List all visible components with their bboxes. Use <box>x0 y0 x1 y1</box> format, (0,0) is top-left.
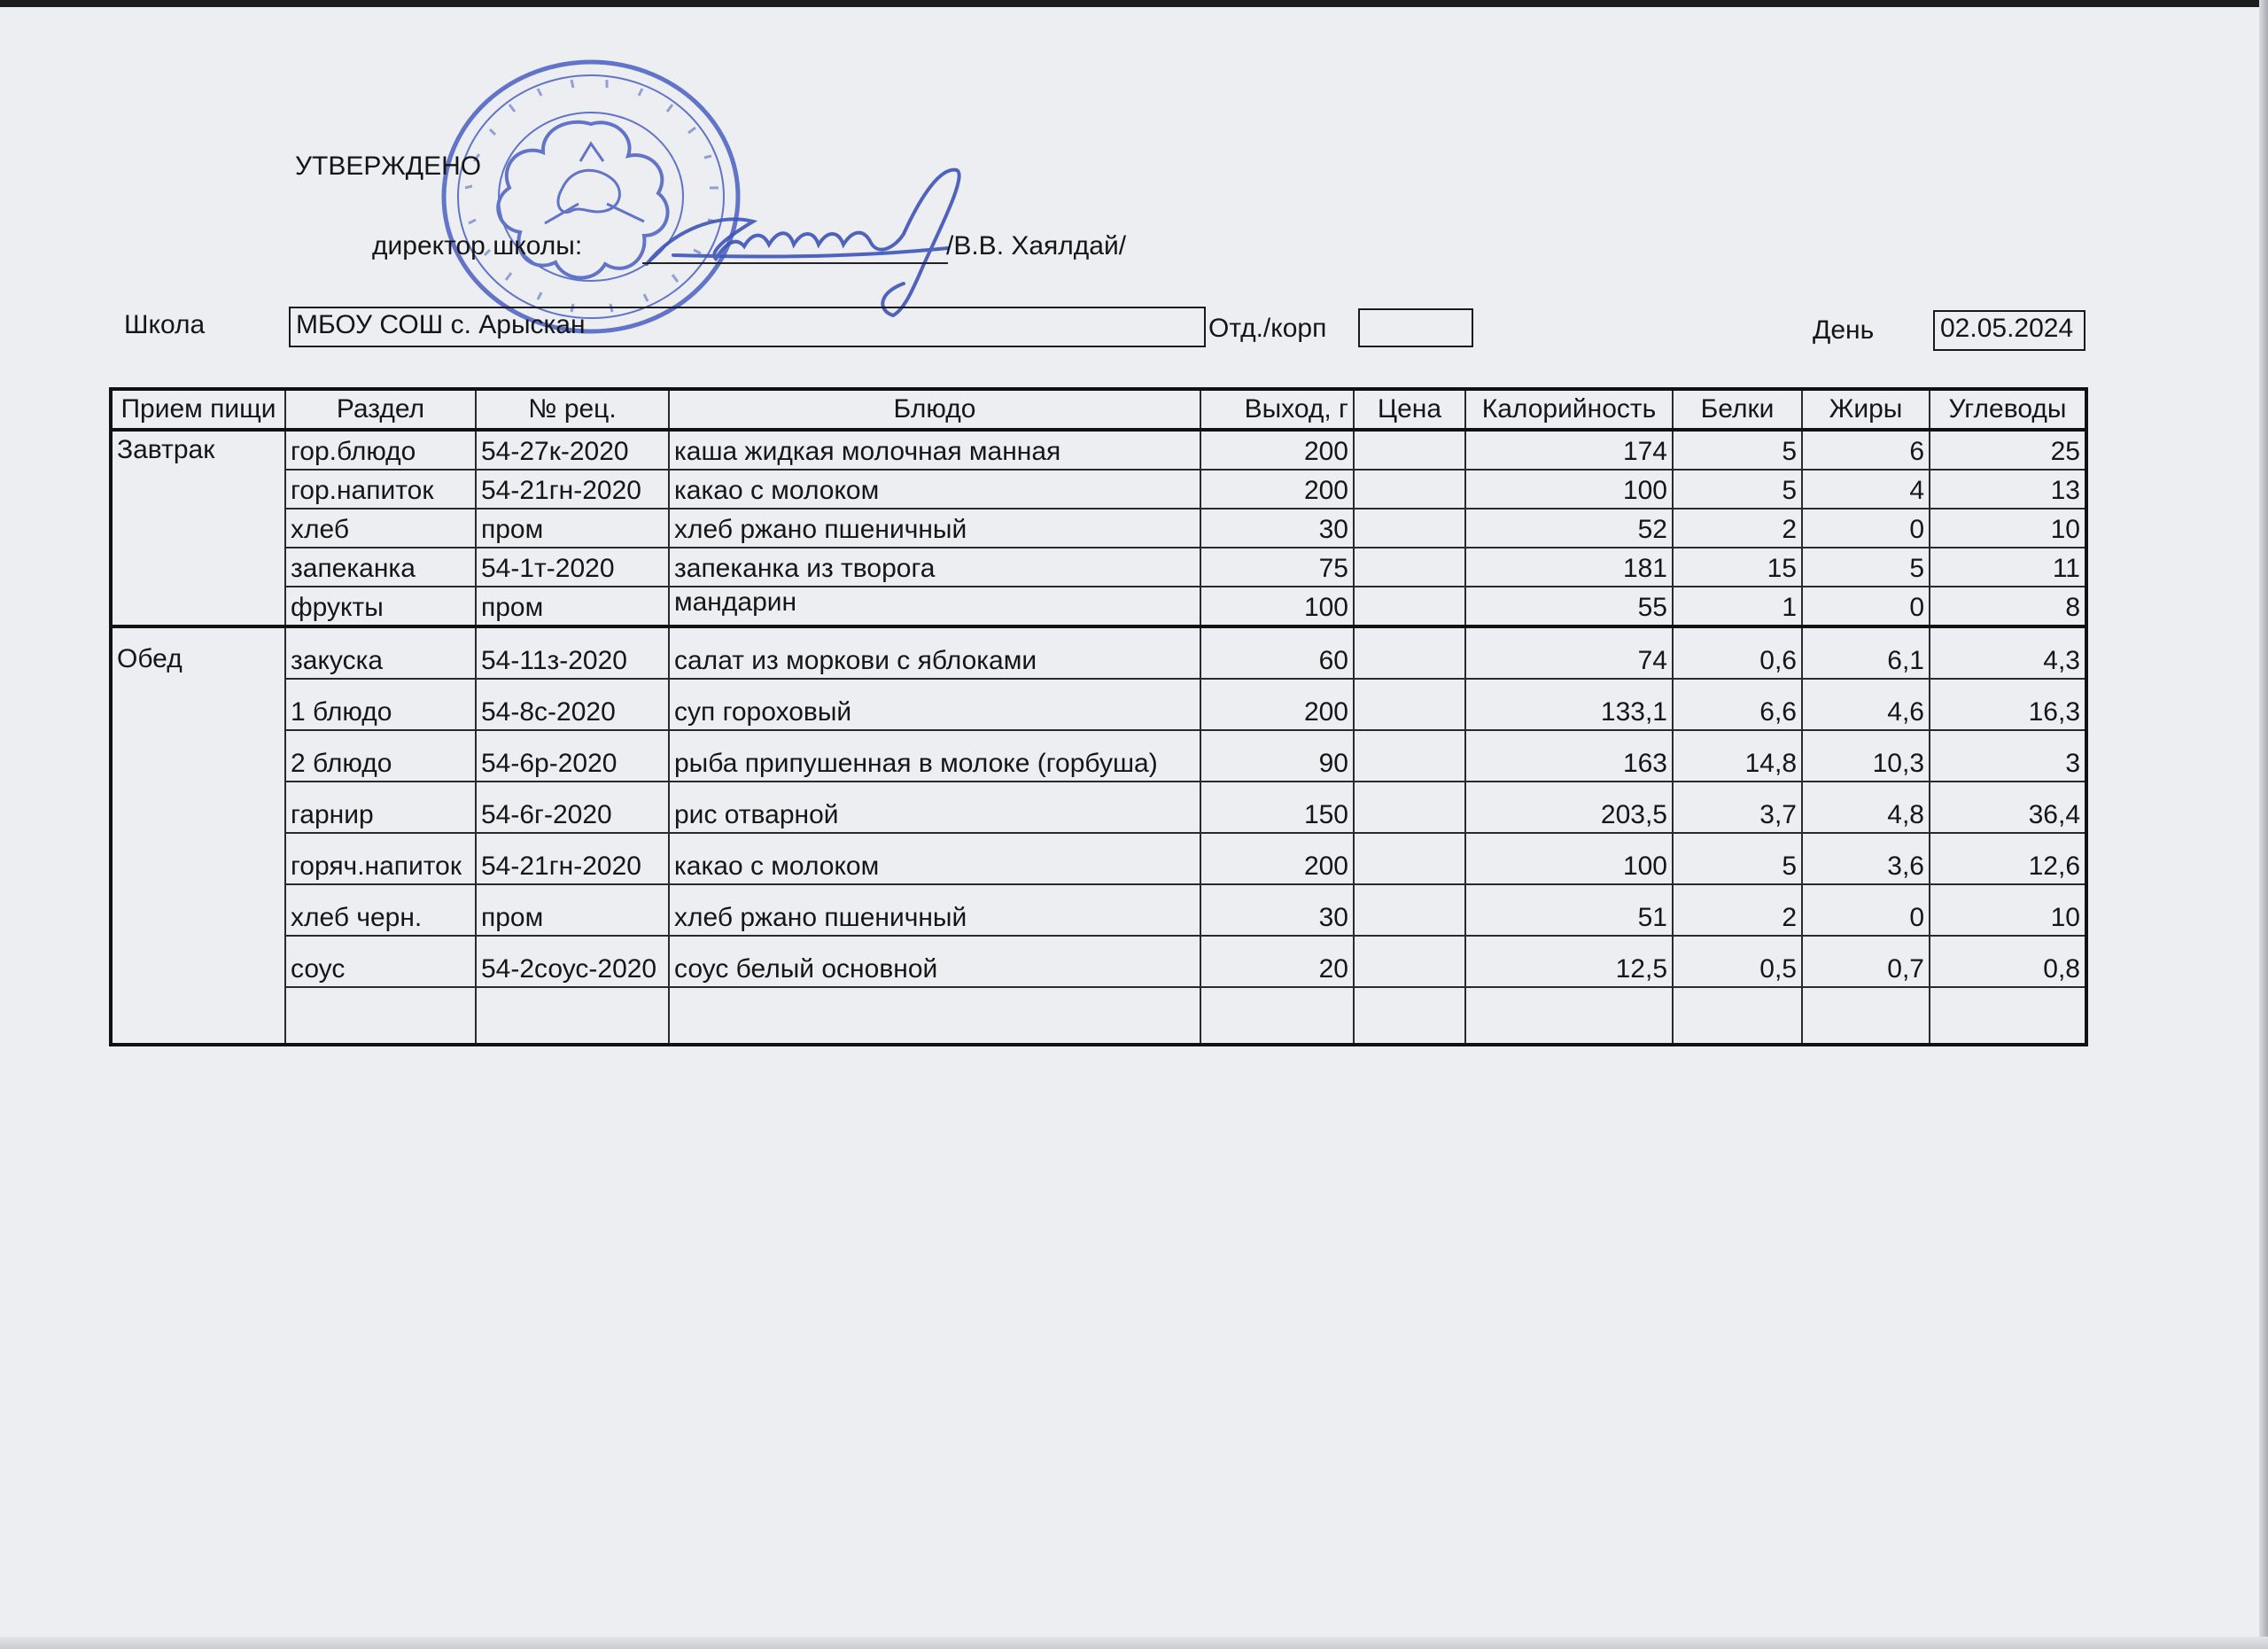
yield-cell: 90 <box>1200 730 1354 782</box>
section-cell: 2 блюдо <box>285 730 476 782</box>
calories-cell: 55 <box>1465 587 1673 626</box>
calories-cell: 52 <box>1465 509 1673 548</box>
section-cell: гор.напиток <box>285 470 476 509</box>
carbs-cell: 36,4 <box>1930 782 2086 833</box>
fats-cell: 4 <box>1802 470 1930 509</box>
fats-cell: 4,8 <box>1802 782 1930 833</box>
yield-cell: 200 <box>1200 833 1354 884</box>
recipe-cell: пром <box>476 884 669 936</box>
fats-cell: 5 <box>1802 548 1930 587</box>
dish-cell: хлеб ржано пшеничный <box>669 509 1200 548</box>
proteins-cell: 15 <box>1673 548 1802 587</box>
dept-label: Отд./корп <box>1208 314 1327 343</box>
carbs-cell: 13 <box>1930 470 2086 509</box>
yield-cell: 30 <box>1200 509 1354 548</box>
dish-cell: соус белый основной <box>669 936 1200 987</box>
yield-cell: 150 <box>1200 782 1354 833</box>
proteins-cell: 2 <box>1673 884 1802 936</box>
recipe-cell: 54-2соус-2020 <box>476 936 669 987</box>
fats-cell: 6 <box>1802 430 1930 470</box>
dish-cell: каша жидкая молочная манная <box>669 430 1200 470</box>
table-row <box>111 470 2086 509</box>
director-name: /В.В. Хаялдай/ <box>946 231 1127 261</box>
fats-cell: 4,6 <box>1802 679 1930 730</box>
proteins-cell: 3,7 <box>1673 782 1802 833</box>
yield-cell: 200 <box>1200 470 1354 509</box>
section-cell: хлеб <box>285 509 476 548</box>
calories-cell: 12,5 <box>1465 936 1673 987</box>
yield-cell: 200 <box>1200 430 1354 470</box>
yield-cell: 30 <box>1200 884 1354 936</box>
recipe-cell: 54-21гн-2020 <box>476 833 669 884</box>
carbs-cell: 16,3 <box>1930 679 2086 730</box>
dept-field <box>1358 308 1473 347</box>
section-cell: 1 блюдо <box>285 679 476 730</box>
price-cell <box>1354 782 1465 833</box>
fats-cell: 10,3 <box>1802 730 1930 782</box>
fats-cell: 0,7 <box>1802 936 1930 987</box>
carbs-cell: 0,8 <box>1930 936 2086 987</box>
table-row <box>111 548 2086 587</box>
section-cell: закуска <box>285 626 476 679</box>
menu-table <box>109 387 2088 1046</box>
carbs-cell: 8 <box>1930 587 2086 626</box>
table-row <box>111 509 2086 548</box>
proteins-cell: 6,6 <box>1673 679 1802 730</box>
proteins-cell: 5 <box>1673 430 1802 470</box>
price-cell <box>1354 626 1465 679</box>
school-field: МБОУ СОШ с. Арыскан <box>289 307 1206 347</box>
col-header-section: Раздел <box>285 389 476 430</box>
calories-cell: 174 <box>1465 430 1673 470</box>
table-row <box>111 936 2086 987</box>
day-label: День <box>1813 315 1875 345</box>
proteins-cell: 1 <box>1673 587 1802 626</box>
recipe-cell: пром <box>476 509 669 548</box>
price-cell <box>1354 730 1465 782</box>
day-field: 02.05.2024 <box>1933 310 2085 351</box>
empty-cell <box>1354 987 1465 1045</box>
recipe-cell: 54-8с-2020 <box>476 679 669 730</box>
table-row <box>111 626 2086 679</box>
fats-cell: 0 <box>1802 587 1930 626</box>
carbs-cell: 3 <box>1930 730 2086 782</box>
price-cell <box>1354 679 1465 730</box>
proteins-cell: 0,6 <box>1673 626 1802 679</box>
carbs-cell: 10 <box>1930 509 2086 548</box>
scan-edge-right <box>2259 0 2268 1649</box>
fats-cell: 0 <box>1802 884 1930 936</box>
yield-cell: 75 <box>1200 548 1354 587</box>
recipe-cell: 54-6р-2020 <box>476 730 669 782</box>
section-cell: хлеб черн. <box>285 884 476 936</box>
carbs-cell: 11 <box>1930 548 2086 587</box>
yield-cell: 100 <box>1200 587 1354 626</box>
table-header-row <box>111 389 2086 430</box>
price-cell <box>1354 587 1465 626</box>
col-header-price: Цена <box>1354 389 1465 430</box>
price-cell <box>1354 936 1465 987</box>
meal-cell: Завтрак <box>111 430 285 626</box>
table-row <box>111 730 2086 782</box>
col-header-proteins: Белки <box>1673 389 1802 430</box>
director-label: директор школы: <box>372 231 583 261</box>
carbs-cell: 12,6 <box>1930 833 2086 884</box>
proteins-cell: 14,8 <box>1673 730 1802 782</box>
price-cell <box>1354 833 1465 884</box>
recipe-cell: 54-11з-2020 <box>476 626 669 679</box>
table-row <box>111 587 2086 626</box>
calories-cell: 133,1 <box>1465 679 1673 730</box>
recipe-cell: 54-6г-2020 <box>476 782 669 833</box>
price-cell <box>1354 470 1465 509</box>
empty-cell <box>285 987 476 1045</box>
dish-cell: суп гороховый <box>669 679 1200 730</box>
col-header-fats: Жиры <box>1802 389 1930 430</box>
table-row <box>111 884 2086 936</box>
proteins-cell: 5 <box>1673 833 1802 884</box>
proteins-cell: 0,5 <box>1673 936 1802 987</box>
dish-cell: хлеб ржано пшеничный <box>669 884 1200 936</box>
price-cell <box>1354 430 1465 470</box>
meal-cell: Обед <box>111 626 285 1045</box>
calories-cell: 74 <box>1465 626 1673 679</box>
calories-cell: 203,5 <box>1465 782 1673 833</box>
signature-line <box>642 262 948 264</box>
empty-cell <box>1930 987 2086 1045</box>
fats-cell: 6,1 <box>1802 626 1930 679</box>
table-row <box>111 430 2086 470</box>
calories-cell: 100 <box>1465 470 1673 509</box>
section-cell: гарнир <box>285 782 476 833</box>
empty-cell <box>669 987 1200 1045</box>
recipe-cell: 54-21гн-2020 <box>476 470 669 509</box>
price-cell <box>1354 548 1465 587</box>
calories-cell: 181 <box>1465 548 1673 587</box>
director-signature <box>611 159 1001 328</box>
dish-cell: рис отварной <box>669 782 1200 833</box>
table-row <box>111 833 2086 884</box>
price-cell <box>1354 509 1465 548</box>
calories-cell: 163 <box>1465 730 1673 782</box>
col-header-carbs: Углеводы <box>1930 389 2086 430</box>
price-cell <box>1354 884 1465 936</box>
dish-cell: какао с молоком <box>669 833 1200 884</box>
carbs-cell: 10 <box>1930 884 2086 936</box>
section-cell: фрукты <box>285 587 476 626</box>
empty-cell <box>476 987 669 1045</box>
approved-heading: УТВЕРЖДЕНО <box>295 152 482 181</box>
table-row <box>111 782 2086 833</box>
col-header-meal: Прием пищи <box>111 389 285 430</box>
section-cell: соус <box>285 936 476 987</box>
recipe-cell: 54-27к-2020 <box>476 430 669 470</box>
yield-cell: 200 <box>1200 679 1354 730</box>
col-header-yield: Выход, г <box>1200 389 1354 430</box>
scan-edge-bottom <box>0 1637 2268 1649</box>
empty-cell <box>1200 987 1354 1045</box>
empty-cell <box>1465 987 1673 1045</box>
dish-cell: салат из моркови с яблоками <box>669 626 1200 679</box>
scan-edge-top <box>0 0 2268 7</box>
fats-cell: 3,6 <box>1802 833 1930 884</box>
section-cell: гор.блюдо <box>285 430 476 470</box>
fats-cell: 0 <box>1802 509 1930 548</box>
yield-cell: 20 <box>1200 936 1354 987</box>
recipe-cell: 54-1т-2020 <box>476 548 669 587</box>
proteins-cell: 5 <box>1673 470 1802 509</box>
school-label: Школа <box>124 310 206 339</box>
carbs-cell: 4,3 <box>1930 626 2086 679</box>
col-header-recipe: № рец. <box>476 389 669 430</box>
calories-cell: 51 <box>1465 884 1673 936</box>
col-header-dish: Блюдо <box>669 389 1200 430</box>
empty-cell <box>1673 987 1802 1045</box>
table-row-empty <box>111 987 2086 1045</box>
empty-cell <box>1802 987 1930 1045</box>
calories-cell: 100 <box>1465 833 1673 884</box>
dish-cell: запеканка из творога <box>669 548 1200 587</box>
proteins-cell: 2 <box>1673 509 1802 548</box>
yield-cell: 60 <box>1200 626 1354 679</box>
section-cell: горяч.напиток <box>285 833 476 884</box>
section-cell: запеканка <box>285 548 476 587</box>
dish-cell: мандарин <box>669 587 1200 626</box>
col-header-calories: Калорийность <box>1465 389 1673 430</box>
table-row <box>111 679 2086 730</box>
carbs-cell: 25 <box>1930 430 2086 470</box>
dish-cell: рыба припушенная в молоке (горбуша) <box>669 730 1200 782</box>
recipe-cell: пром <box>476 587 669 626</box>
dish-cell: какао с молоком <box>669 470 1200 509</box>
